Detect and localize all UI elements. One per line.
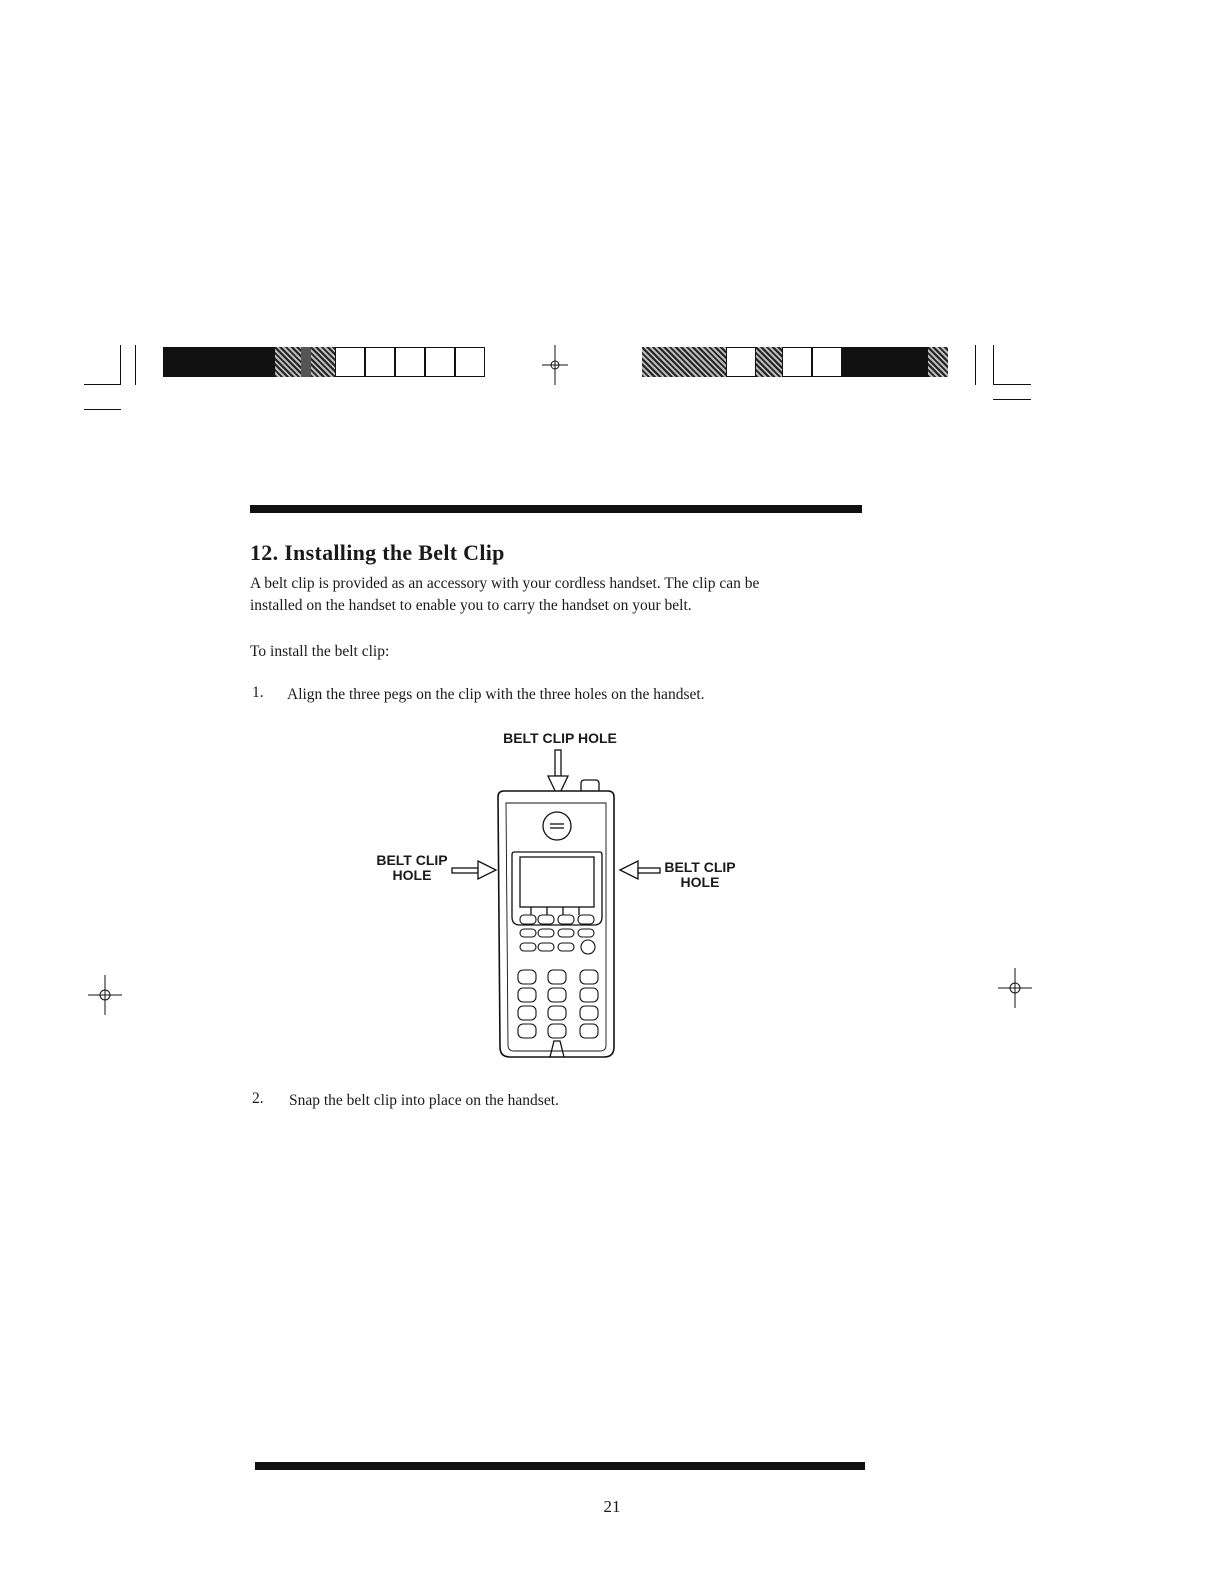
center-registration-mark-top (540, 345, 570, 385)
section-heading: 12. Installing the Belt Clip (250, 540, 505, 565)
crop-mark-left-2 (135, 345, 136, 385)
diagram-label-left-line2: HOLE (392, 867, 432, 883)
header-rule (250, 505, 862, 513)
intro-line-2: installed on the handset to enable you to carry the handset on your belt. (250, 597, 692, 614)
diagram-label-right-line1: BELT CLIP (664, 859, 736, 875)
step-2-text: Snap the belt clip into place on the handset. (289, 1092, 559, 1109)
arrow-down-icon (548, 750, 568, 797)
diagram-label-left-line1: BELT CLIP (376, 852, 448, 868)
intro-paragraph (250, 573, 870, 617)
color-bar-left (163, 347, 485, 377)
arrow-left-icon (620, 861, 660, 879)
step-1-number: 1. (252, 684, 264, 701)
handset-diagram (440, 745, 680, 1065)
color-bar-right (642, 347, 948, 377)
crop-mark-left (84, 345, 122, 385)
side-registration-mark-left (88, 975, 122, 1015)
intro-line-1: A belt clip is provided as an accessory with your cordless handset. The clip can be (250, 575, 760, 592)
arrow-right-icon (452, 861, 496, 879)
crop-mark-right (975, 345, 1035, 410)
step-1-text: Align the three pegs on the clip with the three holes on the handset. (287, 686, 705, 703)
page-number: 21 (603, 1497, 621, 1516)
diagram-label-right-line2: HOLE (680, 874, 720, 890)
footer-rule (255, 1462, 865, 1470)
side-registration-mark-right (998, 968, 1032, 1008)
step-2-number: 2. (252, 1090, 264, 1107)
diagram-label-top: BELT CLIP HOLE (503, 730, 617, 746)
lead-in-text: To install the belt clip: (250, 643, 390, 660)
